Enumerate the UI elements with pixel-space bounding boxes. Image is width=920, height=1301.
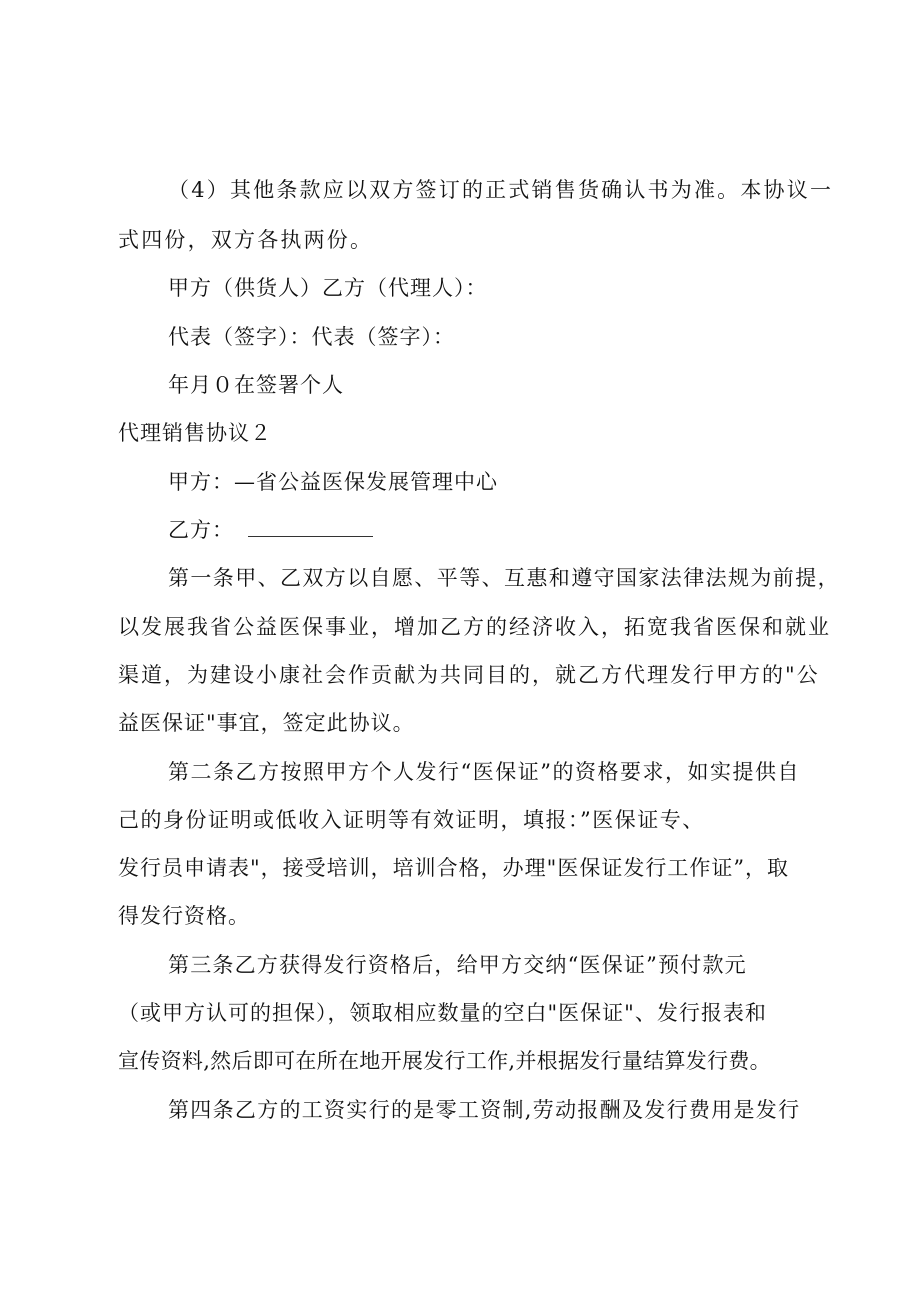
article-2-line-2: 己的身份证明或低收入证明等有效证明，填报：”医保证专、 — [118, 808, 705, 832]
article-2-line-1: 第二条乙方按照甲方个人发行“医保证”的资格要求，如实提供自 — [168, 760, 800, 784]
article-1-line-1: 第一条甲、乙双方以自愿、平等、互惠和遵守国家法律法规为前提， — [168, 566, 840, 590]
party-a-line: 甲方：—省公益医保发展管理中心 — [168, 470, 498, 494]
representative-sign-line: 代表（签字）：代表（签字）： — [168, 325, 455, 349]
section-title: 代理销售协议２ — [118, 421, 272, 445]
article-2-line-4: 得发行资格。 — [118, 904, 250, 928]
party-heading-line: 甲方（供货人）乙方（代理人）： — [168, 276, 488, 300]
party-b-line — [168, 515, 373, 545]
date-sign-line: 年月０在签署个人 — [168, 373, 344, 397]
article-1-line-3: 渠道，为建设小康社会作贡献为共同目的，就乙方代理发行甲方的"公 — [118, 663, 820, 687]
clause-4-line-1: （4）其他条款应以双方签订的正式销售货确认书为准。本协议一 — [168, 178, 834, 202]
article-3-line-3: 宣传资料,然后即可在所在地开展发行工作,并根据发行量结算发行费。 — [118, 1049, 771, 1073]
article-1-line-4: 益医保证"事宜，签定此协议。 — [118, 711, 415, 735]
clause-4-line-2: 式四份，双方各执两份。 — [118, 228, 374, 252]
article-3-line-1: 第三条乙方获得发行资格后，给甲方交纳“医保证”预付款元 — [168, 953, 747, 977]
party-b-blank — [248, 518, 373, 537]
article-4-line-1: 第四条乙方的工资实行的是零工资制,劳动报酬及发行费用是发行 — [168, 1098, 801, 1122]
article-2-line-3: 发行员申请表"，接受培训，培训合格，办理"医保证发行工作证”，取 — [118, 856, 790, 880]
party-b-label: 乙方： — [168, 518, 234, 542]
article-3-line-2: （或甲方认可的担保），领取相应数量的空白"医保证"、发行报表和 — [118, 1001, 767, 1025]
article-1-line-2: 以发展我省公益医保事业，增加乙方的经济收入，拓宽我省医保和就业 — [118, 615, 831, 639]
